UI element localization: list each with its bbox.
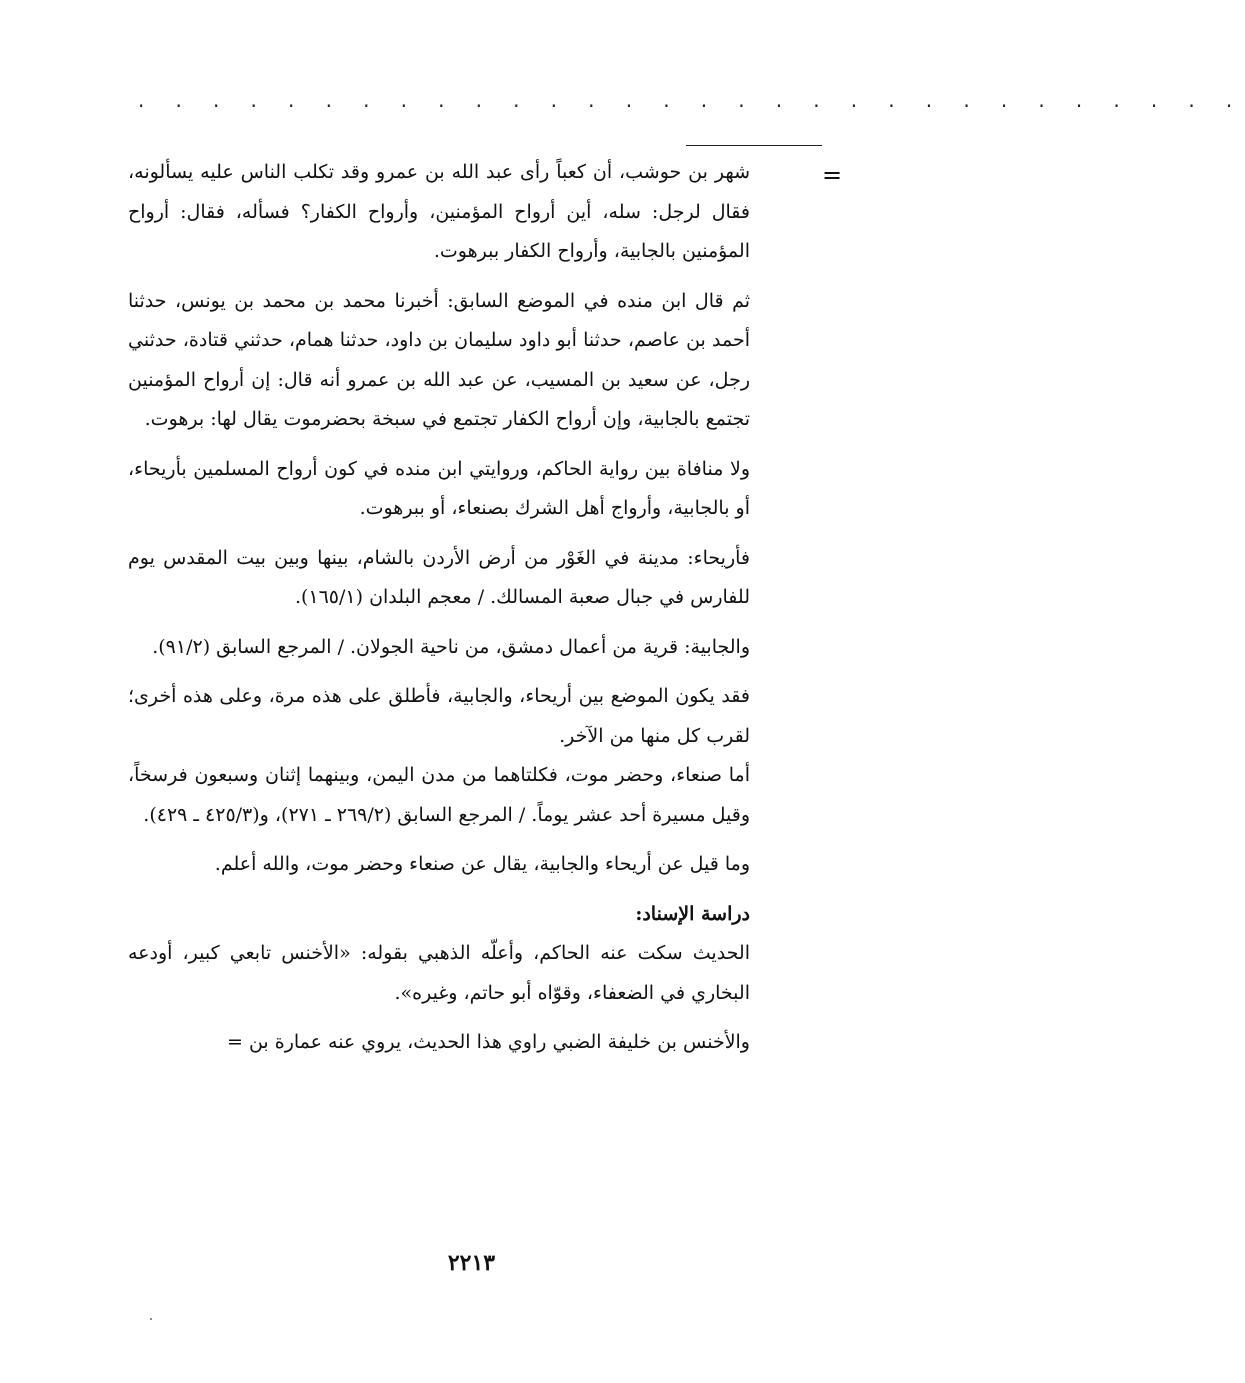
paragraph-sanaa-hadramawt: أما صنعاء، وحضر موت، فكلتاهما من مدن اليمن، وبينهما إثنان وسبعون فرسخاً، وقيل مسيرة أحد عشر يوماً. / المرجع السابق (٢٦٩/٢ ـ ٢٧١)، و(٤٢٥/٣ ـ ٤٢٩). [128, 764, 750, 826]
paragraph-conclusion: وما قيل عن أريحاء والجابية، يقال عن صنعاء وحضر موت، والله أعلم. [214, 853, 750, 875]
paragraph-no-contradiction: ولا منافاة بين رواية الحاكم، وروايتي ابن منده في كون أرواح المسلمين بأريحاء، أو بالجابية، وأرواج أهل الشرك بصنعاء، أو ببرهوت. [128, 457, 750, 519]
paragraph-jabiya: والجابية: قرية من أعمال دمشق، من ناحية الجولان. / المرجع السابق (٩١/٢). [152, 635, 750, 658]
section-heading-isnad-study: دراسة الإسناد: [635, 902, 750, 925]
paragraph-location-between: فقد يكون الموضع بين أريحاء، والجابية، فأطلق على هذه مرة، وعلى هذه أخرى؛ لقرب كل منها من الآخر. [128, 685, 750, 747]
paragraph-ibn-mandah-chain: ثم قال ابن منده في الموضع السابق: أخبرنا محمد بن محمد بن يونس، حدثنا أحمد بن عاصم، حدثنا أبو داود سليمان بن داود، حدثنا همام، حدثني قتادة، حدثني رجل، عن سعيد بن المسيب، عن عبد الله بن عمرو أنه قال: إن أرواح المؤمنين تجتمع بالجابية، وإن أرواح الكفار تجتمع في سبخة بحضرموت يقال لها: برهوت. [128, 289, 750, 430]
scan-speck [150, 1318, 152, 1320]
header-dotted-separator: . . . . . . . . . . . . . . . . . . . . . . . . . . . . . . [138, 88, 1245, 112]
paragraph-akhnas: والأخنس بن خليفة الضبي راوي هذا الحديث، يروي عنه عمارة بن = [226, 1031, 750, 1053]
footnote-rule [686, 145, 822, 146]
paragraph-ariha: فأريحاء: مدينة في الغَوْر من أرض الأردن بالشام، بينها وبين بيت المقدس يوم للفارس في جبال صعبة المسالك. / معجم البلدان (١٦٥/١). [128, 546, 750, 608]
paragraph-hakim-dhahabi: الحديث سكت عنه الحاكم، وأعلّه الذهبي بقوله: «الأخنس تابعي كبير، أودعه البخاري في الضعفاء، وقوّاه أبو حاتم، وغيره». [128, 942, 750, 1004]
paragraph-shahr-ibn-hawshab: شهر بن حوشب، أن كعباً رأى عبد الله بن عمرو وقد تكلب الناس عليه يسألونه، فقال لرجل: سله، أين أرواح المؤمنين، وأرواح الكفار؟ فسأله، فقال: أرواح المؤمنين بالجابية، وأرواح الكفار ببرهوت. [128, 161, 750, 262]
page-number: ٢٢١٣ [447, 1250, 496, 1276]
footnote-body [128, 153, 750, 1073]
continuation-mark: = [822, 161, 843, 189]
